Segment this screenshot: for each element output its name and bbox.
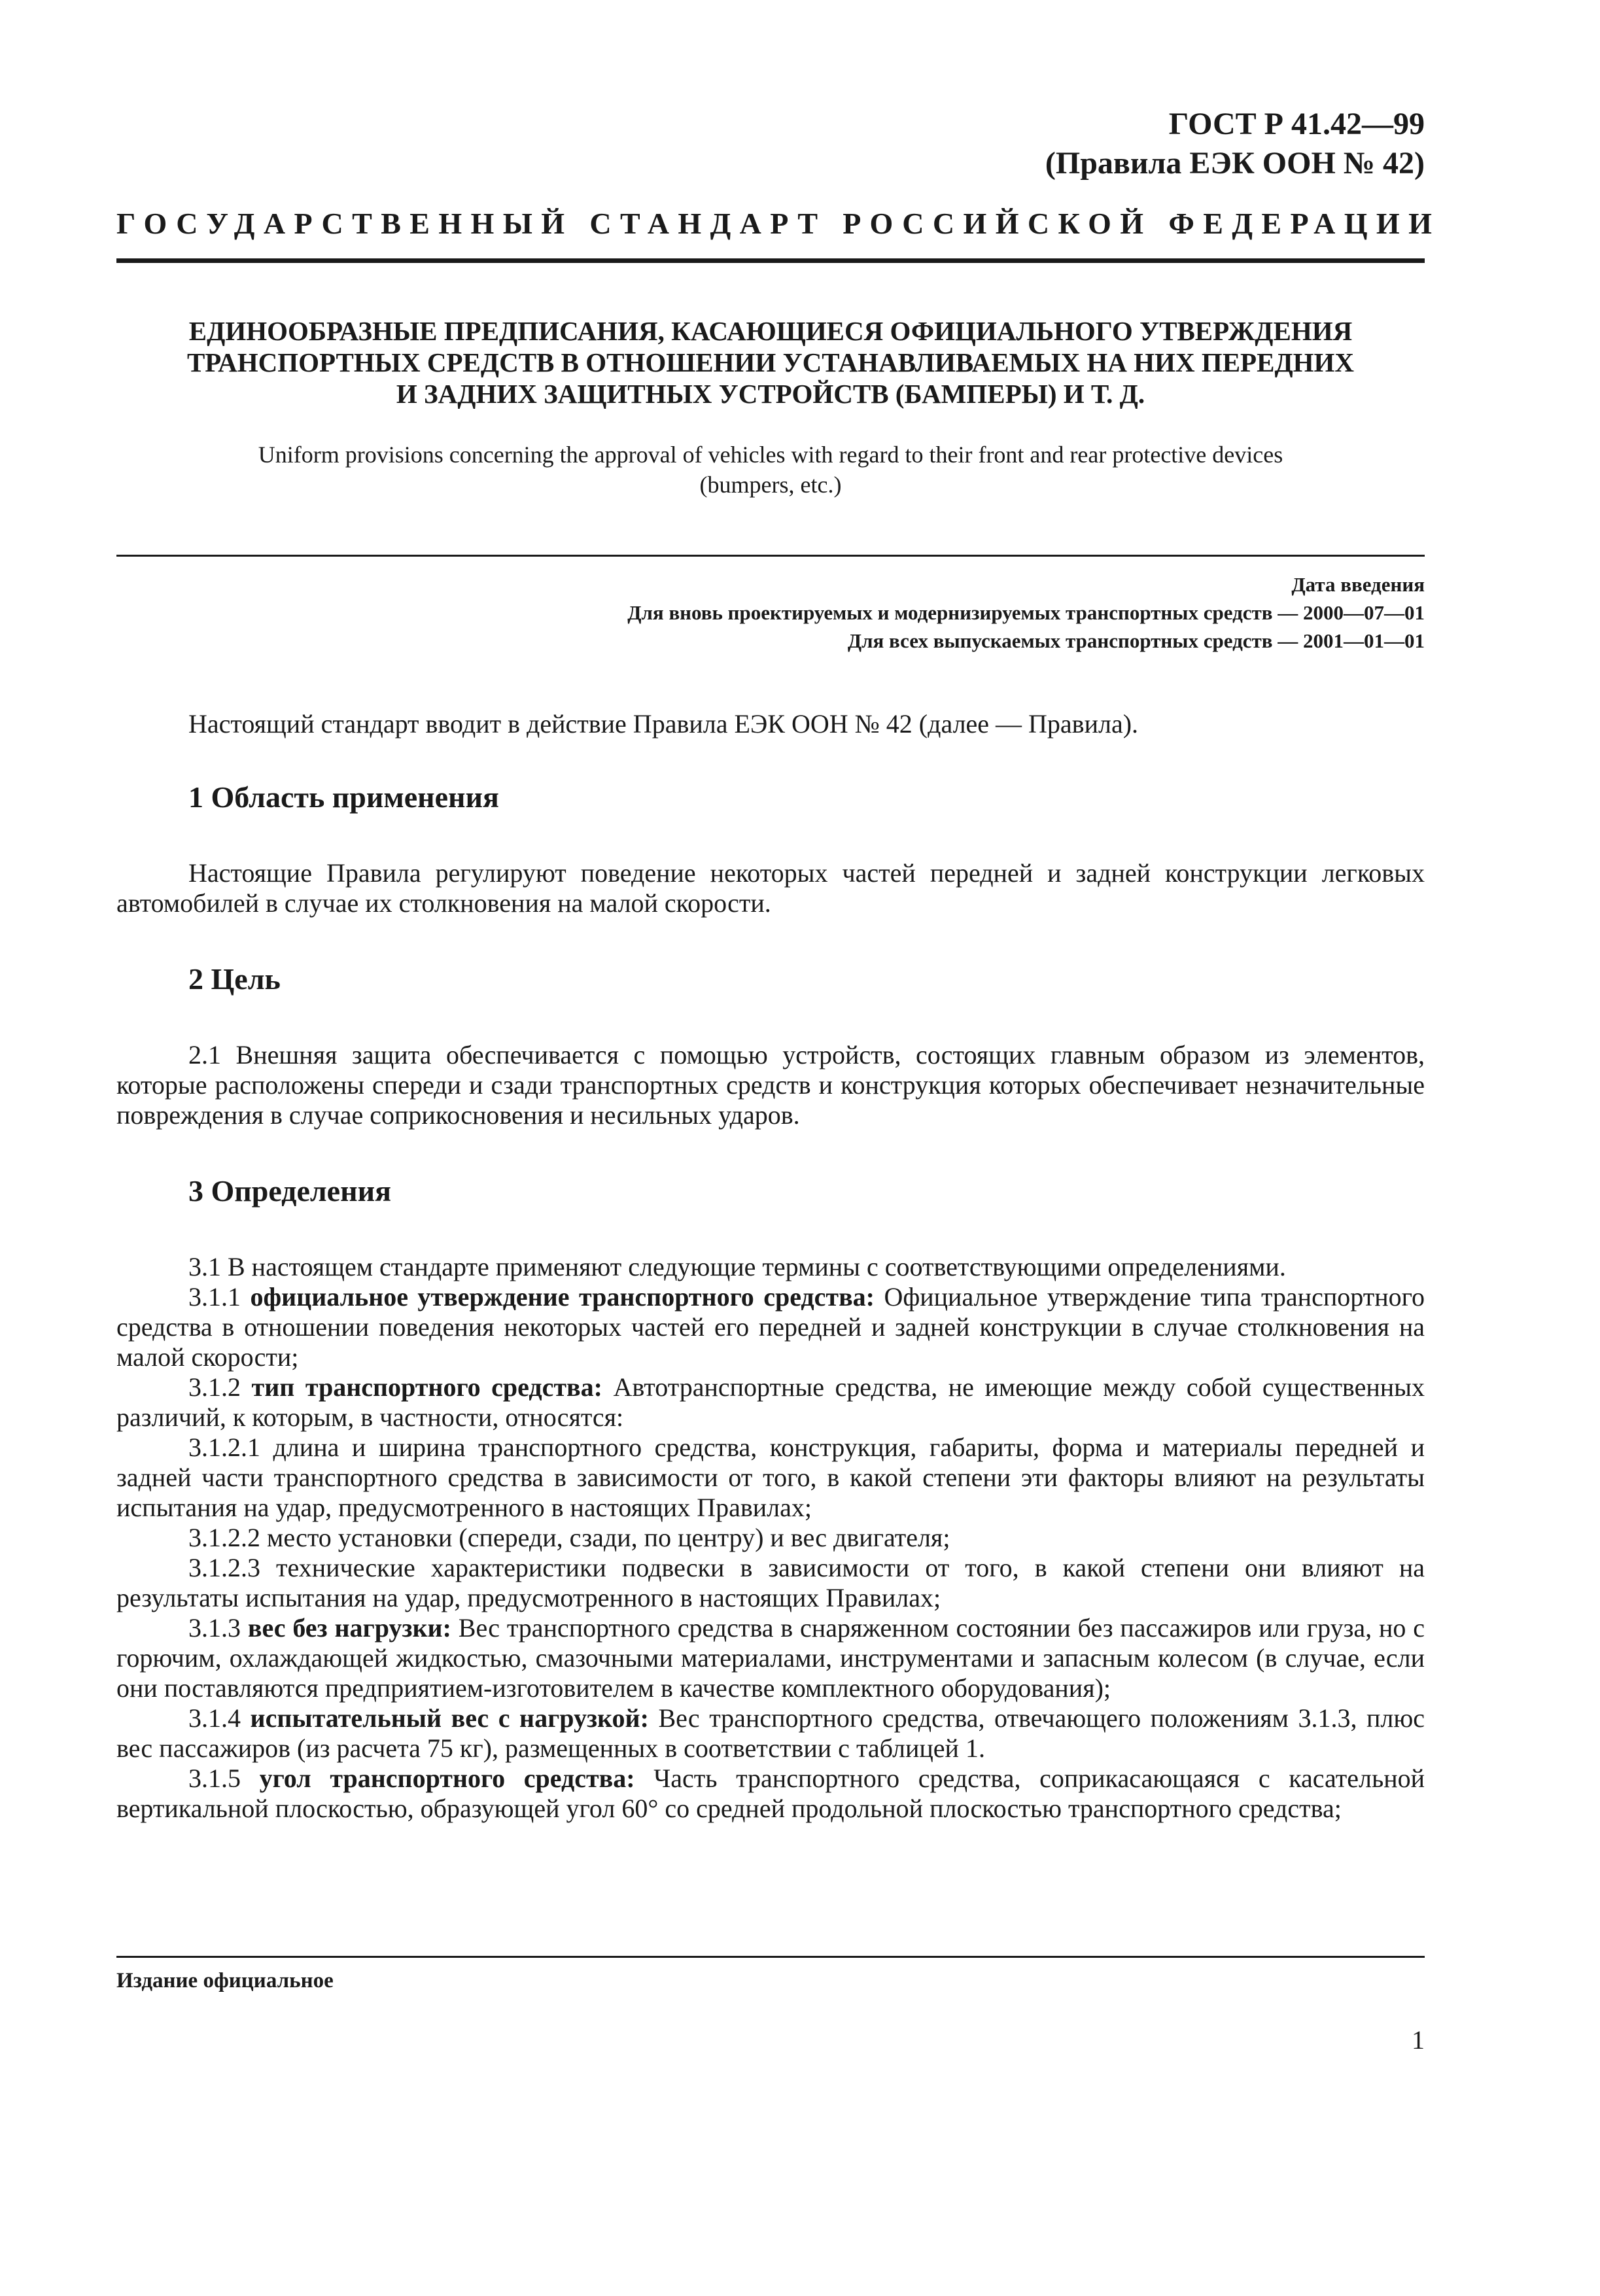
section-3-title: 3 Определения bbox=[188, 1174, 391, 1208]
standard-type-header: ГОСУДАРСТВЕННЫЙ СТАНДАРТ РОССИЙСКОЙ ФЕДЕРАЦИИ bbox=[116, 207, 1441, 240]
defined-term: вес без нагрузки: bbox=[247, 1613, 451, 1643]
paragraph-3-1-2-3: 3.1.2.3 технические характеристики подвески в зависимости от того, в какой степени они влияют на результаты испытания на удар, предусмотренного в настоящих Правилах; bbox=[116, 1553, 1425, 1612]
clause-number: 3.1.2 bbox=[188, 1372, 241, 1402]
footer-divider bbox=[116, 1956, 1425, 1958]
clause-number: 3.1.5 bbox=[188, 1764, 241, 1793]
definition-text: Вес транспортного средства, отвечающего положениям 3.1.3, плюс вес пассажиров (из расчета 75 кг), размещенных в соответствии с таблицей 1. bbox=[116, 1703, 1425, 1763]
paragraph-3-1-2-1: 3.1.2.1 длина и ширина транспортного средства, конструкция, габариты, форма и материалы передней и задней части транспортного средства в зависимости от того, в какой степени эти факторы влияют на результаты испытания на удар, предусмотренного в настоящих Правилах; bbox=[116, 1433, 1425, 1522]
definition-text: Автотранспортные средства, не имеющие между собой существенных различий, к которым, в частности, относятся: bbox=[116, 1372, 1425, 1432]
document-page bbox=[116, 0, 1441, 2296]
clause-number: 3.1.3 bbox=[188, 1613, 241, 1643]
date-all-vehicles: Для всех выпускаемых транспортных средств — 2001—01—01 bbox=[847, 629, 1425, 652]
title-ru-line-2: ТРАНСПОРТНЫХ СРЕДСТВ В ОТНОШЕНИИ УСТАНАВЛИВАЕМЫХ НА НИХ ПЕРЕДНИХ bbox=[186, 347, 1355, 377]
title-en-line-2: (bumpers, etc.) bbox=[699, 472, 842, 498]
paragraph-3-1-2-2: 3.1.2.2 место установки (спереди, сзади, по центру) и вес двигателя; bbox=[188, 1523, 950, 1552]
edition-note: Издание официальное bbox=[116, 1969, 334, 1992]
definition-text: Часть транспортного средства, соприкасающаяся с касательной вертикальной плоскостью, образующей угол 60° со средней продольной плоскостью транспортного средства; bbox=[116, 1764, 1425, 1823]
clause-number: 3.1.4 bbox=[188, 1703, 241, 1733]
defined-term: угол транспортного средства: bbox=[259, 1764, 635, 1793]
definition-text: Вес транспортного средства в снаряженном состоянии без пассажиров или груза, но с горючим, охлаждающей жидкостью, смазочными материалами, инструментами и запасным колесом (в случае, если они поставляются предприятием-изготовителем в качестве комплектного оборудования); bbox=[116, 1613, 1425, 1703]
introduction-dates bbox=[627, 570, 1425, 655]
title-divider bbox=[116, 555, 1425, 557]
defined-term: тип транспортного средства: bbox=[251, 1372, 602, 1402]
gost-number: ГОСТ Р 41.42—99 bbox=[1168, 107, 1425, 141]
defined-term: официальное утверждение транспортного средства: bbox=[250, 1282, 875, 1312]
header-divider bbox=[116, 258, 1425, 263]
document-title-ru bbox=[116, 315, 1425, 409]
intro-paragraph: Настоящий стандарт вводит в действие Правила ЕЭК ООН № 42 (далее — Правила). bbox=[188, 709, 1139, 739]
paragraph-3-1-4 bbox=[116, 1703, 1425, 1764]
paragraph-3-1-2 bbox=[116, 1372, 1425, 1433]
section-1-title: 1 Область применения bbox=[188, 780, 499, 814]
title-ru-line-3: И ЗАДНИХ ЗАЩИТНЫХ УСТРОЙСТВ (БАМПЕРЫ) И Т. Д. bbox=[396, 379, 1145, 409]
date-new-vehicles: Для вновь проектируемых и модернизируемых транспортных средств — 2000—07—01 bbox=[627, 601, 1425, 624]
definition-text: Официальное утверждение типа транспортного средства в отношении поведения некоторых частей его передней и задней конструкции в случае столкновения на малой скорости; bbox=[116, 1282, 1425, 1372]
document-body bbox=[116, 709, 1425, 1824]
section-2-text: 2.1 Внешняя защита обеспечивается с помощью устройств, состоящих главным образом из элементов, которые расположены спереди и сзади транспортных средств и конструкция которых обеспечивает незначительные повреждения в случае соприкосновения и несильных ударов. bbox=[116, 1040, 1425, 1130]
gost-identifier bbox=[1045, 105, 1425, 183]
section-1-text: Настоящие Правила регулируют поведение некоторых частей передней и задней конструкции легковых автомобилей в случае их столкновения на малой скорости. bbox=[116, 858, 1425, 918]
defined-term: испытательный вес с нагрузкой: bbox=[250, 1703, 649, 1733]
dates-heading: Дата введения bbox=[1291, 573, 1425, 596]
paragraph-3-1-1 bbox=[116, 1282, 1425, 1372]
paragraph-3-1-5 bbox=[116, 1764, 1425, 1824]
paragraph-3-1: 3.1 В настоящем стандарте применяют следующие термины с соответствующими определениями. bbox=[188, 1252, 1286, 1281]
title-en-line-1: Uniform provisions concerning the approval of vehicles with regard to their front and rear protective devices bbox=[258, 442, 1283, 468]
paragraph-3-1-3 bbox=[116, 1613, 1425, 1703]
document-title-en bbox=[116, 440, 1425, 500]
page-number: 1 bbox=[1412, 2025, 1425, 2055]
rule-number: (Правила ЕЭК ООН № 42) bbox=[1045, 146, 1425, 181]
title-ru-line-1: ЕДИНООБРАЗНЫЕ ПРЕДПИСАНИЯ, КАСАЮЩИЕСЯ ОФИЦИАЛЬНОГО УТВЕРЖДЕНИЯ bbox=[188, 316, 1353, 346]
section-2-title: 2 Цель bbox=[188, 962, 281, 996]
clause-number: 3.1.1 bbox=[188, 1282, 241, 1312]
